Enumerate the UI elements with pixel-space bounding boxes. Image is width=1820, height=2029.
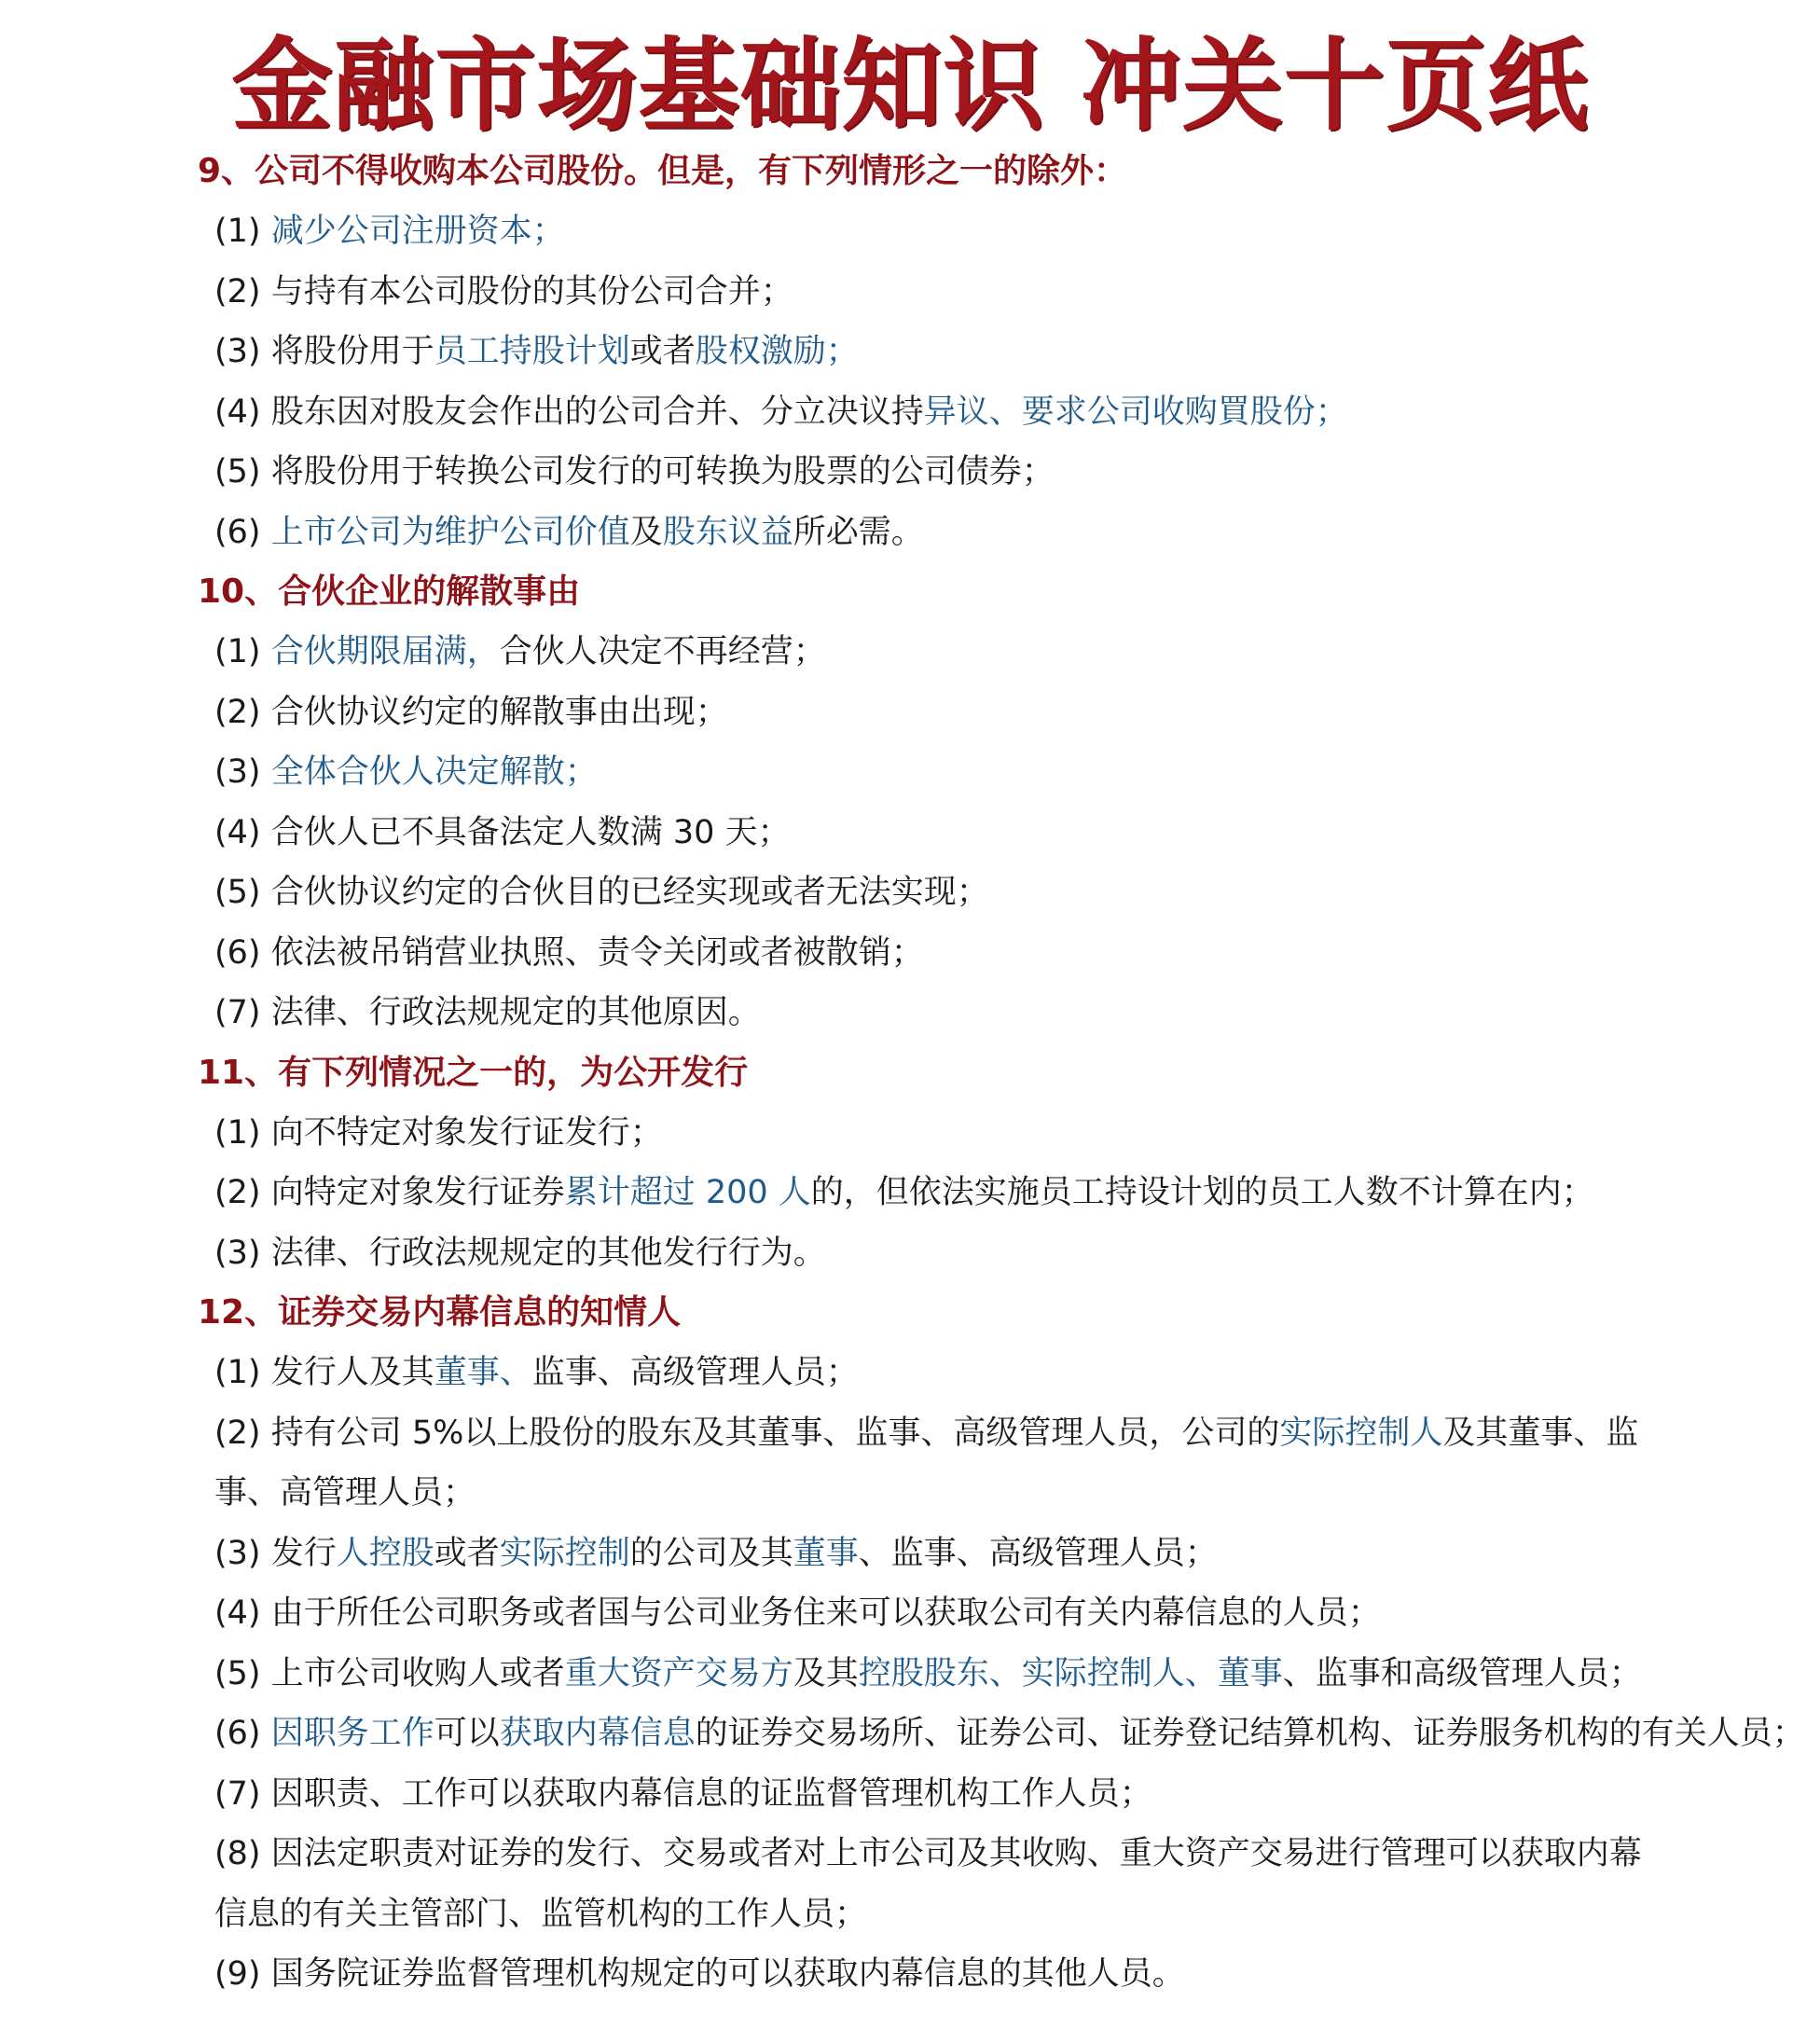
highlighted-text: 累计超过 200 人 (564, 1174, 811, 1211)
highlighted-text: 上市公司为维护公司价值 (270, 513, 630, 551)
item-text: (7) 法律、行政法规规定的其他原因。 (214, 994, 761, 1031)
item-text: (1) (214, 213, 271, 250)
item-text: 的公司及其 (629, 1534, 793, 1572)
list-item (198, 863, 1652, 923)
list-item (198, 262, 1652, 323)
list-item (198, 1824, 1652, 1944)
section-heading: 10、合伙企业的解散事由 (198, 573, 581, 611)
item-text: (3) (214, 753, 271, 791)
item-text: 的，但依法实施员工持设计划的员工人数不计算在内； (810, 1174, 1594, 1211)
highlighted-text: 员工持股计划 (434, 333, 630, 370)
list-item (198, 683, 1652, 743)
list-item (198, 503, 1652, 563)
item-text: (4) 合伙人已不具备法定人数满 30 天； (214, 813, 791, 851)
highlighted-text: 减少公司注册资本； (270, 213, 565, 250)
item-text: (2) 合伙协议约定的解散事由出现； (214, 693, 728, 731)
list-item (198, 442, 1652, 503)
item-text: (6) (214, 1715, 271, 1752)
item-text: 及 (629, 513, 663, 551)
item-text: (4) 股东因对股友会作出的公司合并、分立决议持 (214, 393, 924, 431)
list-item (198, 1764, 1652, 1825)
list-item (198, 803, 1652, 863)
highlighted-text: 异议、要求公司收购買股份； (923, 393, 1348, 431)
item-text: (1) 向不特定对象发行证发行； (214, 1113, 663, 1152)
list-item (198, 923, 1652, 984)
highlighted-text: 实际控制人 (1279, 1414, 1443, 1452)
list-item (198, 1103, 1652, 1164)
list-item (198, 1223, 1652, 1284)
section-heading: 11、有下列情况之一的，为公开发行 (198, 1053, 749, 1092)
section-heading: 9、公司不得收购本公司股份。但是，有下列情形之一的除外： (198, 152, 1128, 190)
highlighted-text: 全体合伙人决定解散； (270, 753, 598, 791)
item-text: (6) 依法被吊销营业执照、责令关闭或者被散销； (214, 933, 924, 972)
list-item (198, 1644, 1652, 1705)
highlighted-text: 获取内幕信息 (499, 1715, 696, 1752)
item-text: (6) (214, 513, 271, 551)
item-text: (1) 发行人及其 (214, 1354, 434, 1391)
item-text: (5) 上市公司收购人或者 (214, 1654, 565, 1692)
highlighted-text: 因职务工作 (270, 1715, 434, 1752)
item-text: 的证券交易场所、证券公司、证券登记结算机构、证券服务机构的有关人员； (695, 1715, 1805, 1752)
item-text: 所必需。 (793, 513, 924, 551)
item-text: (2) 与持有本公司股份的其份公司合并； (214, 272, 793, 311)
list-item (198, 1403, 1652, 1524)
highlighted-text: 股权激励； (695, 333, 859, 370)
item-text: 监事、高级管理人员； (531, 1354, 859, 1391)
item-text: (4) 由于所任公司职务或者国与公司业务住来可以获取公司有关内幕信息的人员； (214, 1594, 1381, 1632)
highlighted-text: 人控股 (336, 1534, 434, 1572)
list-item (198, 322, 1652, 382)
list-item (198, 742, 1652, 803)
section-heading: 12、证券交易内幕信息的知情人 (198, 1293, 682, 1332)
item-text: 及其董事、监事、高管理人员； (214, 1414, 1639, 1511)
list-item (198, 1583, 1652, 1644)
item-text: (2) 持有公司 5%以上股份的股东及其董事、监事、高级管理人员，公司的 (214, 1414, 1280, 1452)
list-item (198, 622, 1652, 683)
item-text: (8) 因法定职责对证券的发行、交易或者对上市公司及其收购、重大资产交易进行管理可以获取内幕信息的有关主管部门、监管机构的工作人员； (214, 1835, 1642, 1933)
list-item (198, 1163, 1652, 1223)
highlighted-text: 重大资产交易方 (564, 1654, 793, 1692)
page-title: 金融市场基础知识 冲关十页纸 (231, 28, 1589, 145)
item-text: 、监事和高级管理人员； (1282, 1654, 1642, 1692)
item-text: (9) 国务院证券监督管理机构规定的可以获取内幕信息的其他人员。 (214, 1955, 1185, 1993)
item-text: (2) 向特定对象发行证券 (214, 1174, 565, 1211)
item-text: 或者 (629, 333, 696, 370)
list-item (198, 1524, 1652, 1584)
document-content (198, 142, 1805, 2005)
list-item (198, 382, 1652, 443)
list-item (198, 1944, 1652, 2005)
highlighted-text: 实际控制 (499, 1534, 630, 1572)
highlighted-text: 合伙期限届满， (270, 633, 500, 670)
item-text: 可以 (434, 1715, 500, 1752)
list-item (198, 1343, 1652, 1403)
highlighted-text: 董事、 (434, 1354, 532, 1391)
highlighted-text: 控股股东、实际控制人、董事 (858, 1654, 1283, 1692)
item-text: (7) 因职责、工作可以获取内幕信息的证监督管理机构工作人员； (214, 1774, 1152, 1813)
list-item (198, 983, 1652, 1043)
item-text: (3) 将股份用于 (214, 333, 434, 370)
item-text: (1) (214, 633, 271, 670)
item-text: 及其 (793, 1654, 859, 1692)
list-item (198, 1704, 1805, 1764)
highlighted-text: 董事 (793, 1534, 859, 1572)
item-text: 或者 (434, 1534, 500, 1572)
item-text: 合伙人决定不再经营； (499, 633, 826, 670)
item-text: (3) 发行 (214, 1534, 337, 1572)
item-text: (5) 合伙协议约定的合伙目的已经实现或者无法实现； (214, 874, 989, 911)
item-text: 、监事、高级管理人员； (858, 1534, 1218, 1572)
item-text: (3) 法律、行政法规规定的其他发行行为。 (214, 1234, 826, 1272)
item-text: (5) 将股份用于转换公司发行的可转换为股票的公司债券； (214, 453, 1055, 490)
highlighted-text: 股东议益 (662, 513, 793, 551)
list-item (198, 201, 1652, 262)
